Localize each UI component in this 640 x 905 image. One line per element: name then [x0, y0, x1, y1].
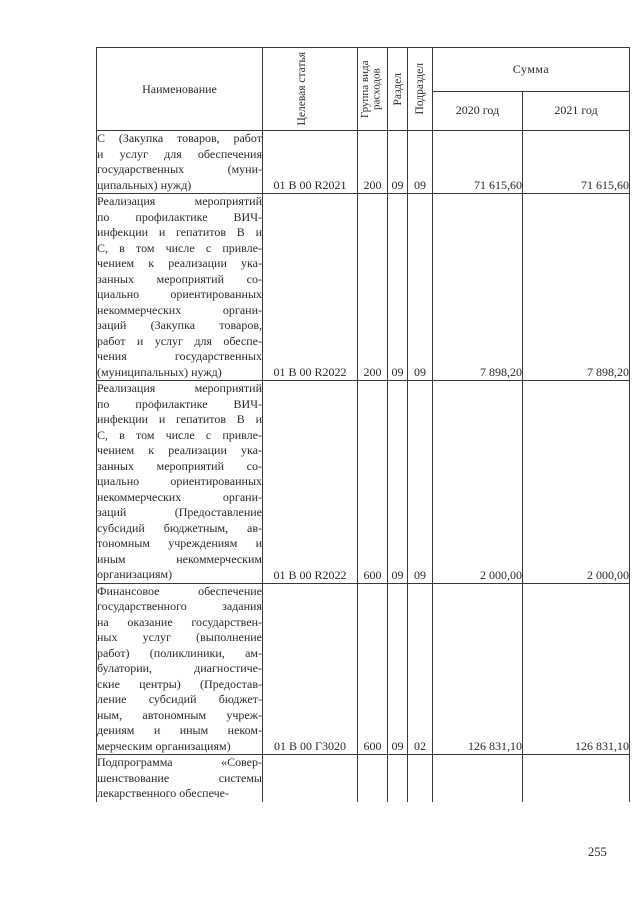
row-name-line: субсидий бюджетным, ав-	[97, 520, 262, 535]
header-section-label: Раздел	[391, 72, 404, 106]
row-name-line: работ) (поликлиники, ам-	[97, 645, 262, 660]
row-sum-2020: 2 000,00	[433, 381, 523, 584]
row-name-line: Реализация мероприятий	[97, 381, 262, 395]
row-target-article: 01 В 00 Г3020	[263, 583, 358, 755]
row-subsection: 02	[408, 583, 433, 755]
header-subsection-label: Подраздел	[414, 63, 426, 115]
row-name-cell	[97, 381, 263, 584]
row-expense-group: 200	[358, 131, 388, 194]
row-name-line: тономным учреждениям и	[97, 536, 262, 550]
row-name-line: ление субсидий бюджет-	[97, 692, 262, 706]
table-body	[97, 131, 630, 802]
table-row-continued	[97, 755, 630, 802]
row-name-line: С (Закупка товаров, работ	[97, 131, 262, 145]
page-number: 255	[588, 845, 607, 859]
row-name-line: заций (Закупка товаров,	[97, 318, 262, 332]
header-year-2020-label: 2020 год	[455, 103, 500, 118]
row-name-line: ципальных) нужд)	[97, 177, 192, 192]
header-name	[97, 48, 263, 131]
row-sum-2021: 126 831,10	[523, 583, 630, 755]
row-name-line: лекарственного обеспече-	[97, 786, 229, 800]
row-name-line: работ и услуг для обеспе-	[97, 333, 262, 348]
row-name-line: булатории, диагностиче-	[97, 661, 262, 675]
table-row	[97, 194, 630, 381]
header-year-2020	[433, 91, 523, 130]
budget-table	[96, 47, 630, 802]
row-name-cell	[97, 194, 263, 381]
row-name-line: (муниципальных) нужд)	[97, 364, 222, 379]
header-sum-label: Сумма	[512, 61, 550, 76]
row-name-line: по профилактике ВИЧ-	[97, 396, 262, 411]
row-name-line: циально ориентированных	[97, 287, 262, 301]
row-name-line: на оказание государствен-	[97, 614, 262, 629]
row-name-line: государственного задания	[97, 599, 262, 613]
row-section: 09	[388, 194, 408, 381]
row-subsection: 09	[408, 131, 433, 194]
row-subsection: 09	[408, 381, 433, 584]
row-expense-group: 600	[358, 381, 388, 584]
row-sum-2021: 71 615,60	[523, 131, 630, 194]
row-name-line: инфекции и гепатитов В и	[97, 225, 262, 239]
row-sum-2021: 7 898,20	[523, 194, 630, 381]
row-name-line: некоммерческих органи-	[97, 302, 262, 317]
row-name-line: заций (Предоставление	[97, 505, 262, 519]
row-empty-cell	[408, 755, 433, 802]
row-name-line: по профилактике ВИЧ-	[97, 209, 262, 224]
row-target-article: 01 В 00 R2022	[263, 194, 358, 381]
header-subsection	[408, 48, 433, 131]
row-name-line: занных мероприятий со-	[97, 271, 262, 286]
row-empty-cell	[358, 755, 388, 802]
row-name-cell	[97, 755, 263, 802]
row-name-line: чением к реализации ука-	[97, 443, 262, 457]
row-name-cell	[97, 131, 263, 194]
header-target-article	[263, 48, 358, 131]
row-section: 09	[388, 583, 408, 755]
row-empty-cell	[388, 755, 408, 802]
row-name-line: ские центры) (Предостав-	[97, 676, 262, 691]
row-name-cell	[97, 583, 263, 755]
header-year-2021-label: 2021 год	[554, 103, 598, 118]
header-year-2021	[523, 91, 630, 130]
row-name-line: циально ориентированных	[97, 474, 262, 488]
row-name-line: Финансовое обеспечение	[97, 583, 262, 598]
row-subsection: 09	[408, 194, 433, 381]
row-name-line: мерческим организациям)	[97, 738, 231, 753]
row-expense-group: 600	[358, 583, 388, 755]
row-name-line: чения государственных	[97, 349, 262, 363]
header-expense-group-label: Группа вида расходов	[358, 60, 382, 118]
row-name-line: некоммерческих органи-	[97, 489, 262, 504]
row-sum-2020: 126 831,10	[433, 583, 523, 755]
row-expense-group: 200	[358, 194, 388, 381]
row-name-line: С, в том числе с привле-	[97, 427, 262, 442]
header-section	[388, 48, 408, 131]
row-name-line: иным некоммерческим	[97, 551, 262, 566]
row-name-line: Подпрограмма «Совер-	[97, 755, 262, 769]
row-name-line: ных услуг (выполнение	[97, 630, 262, 644]
row-name-line: и услуг для обеспечения	[97, 146, 262, 161]
row-name-line: С, в том числе с привле-	[97, 240, 262, 255]
header-name-label: Наименование	[142, 81, 217, 96]
row-section: 09	[388, 381, 408, 584]
header-sum	[433, 48, 630, 92]
row-sum-2020: 71 615,60	[433, 131, 523, 194]
row-empty-cell	[433, 755, 523, 802]
row-sum-2021: 2 000,00	[523, 381, 630, 584]
table-row	[97, 583, 630, 755]
header-expense-group	[358, 48, 388, 131]
row-name-line: государственных (муни-	[97, 162, 262, 176]
row-target-article: 01 В 00 R2022	[263, 381, 358, 584]
row-empty-cell	[263, 755, 358, 802]
row-name-line: занных мероприятий со-	[97, 458, 262, 473]
table-row	[97, 131, 630, 194]
row-name-line: организациям)	[97, 567, 173, 581]
row-target-article: 01 В 00 R2021	[263, 131, 358, 194]
table-row	[97, 381, 630, 584]
row-name-line: дениям и иным неком-	[97, 723, 262, 737]
header-target-article-label: Целевая статья	[296, 52, 308, 126]
row-name-line: Реализация мероприятий	[97, 194, 262, 208]
row-name-line: чением к реализации ука-	[97, 256, 262, 270]
row-name-line: шенствование системы	[97, 770, 262, 785]
row-empty-cell	[523, 755, 630, 802]
row-section: 09	[388, 131, 408, 194]
row-name-line: ным, автономным учреж-	[97, 707, 262, 722]
row-sum-2020: 7 898,20	[433, 194, 523, 381]
row-name-line: инфекции и гепатитов В и	[97, 412, 262, 426]
